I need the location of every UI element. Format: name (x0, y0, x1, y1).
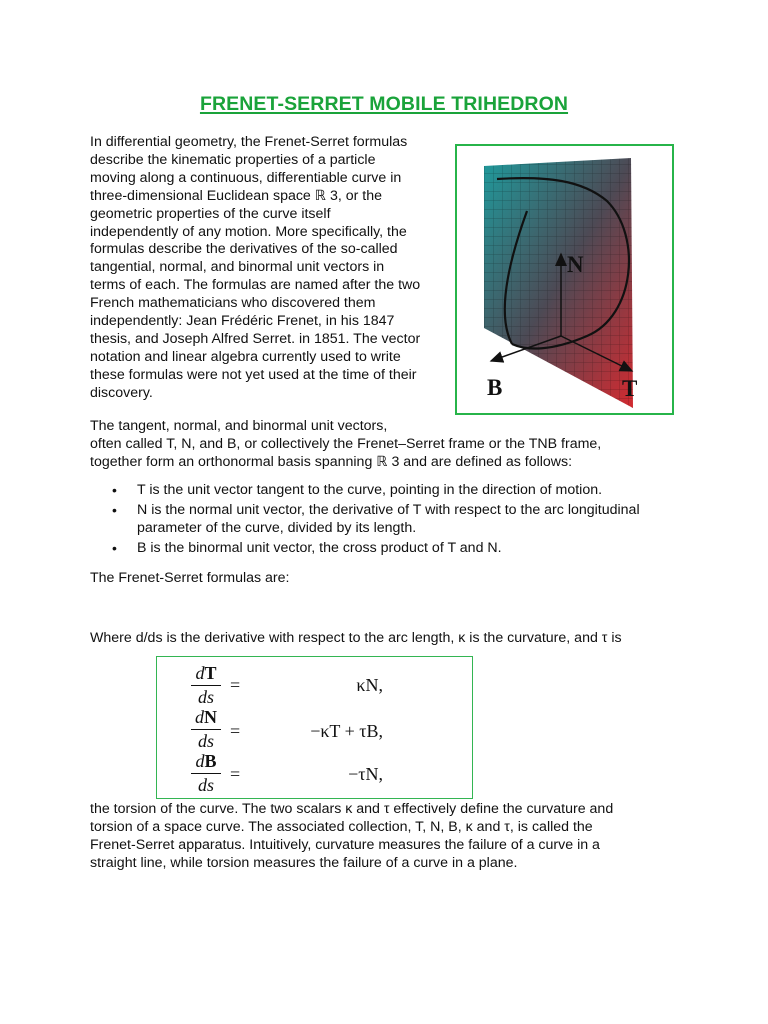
denominator: ds (197, 775, 214, 795)
intro-line: formulas describe the derivatives of the so-called (90, 241, 398, 258)
numerator-d: d (195, 663, 205, 683)
intro-line: discovery. (90, 384, 153, 401)
closing-line: Frenet-Serret apparatus. Intuitively, curvature measures the failure of a curve in a (90, 836, 600, 853)
page-title: FRENET-SERRET MOBILE TRIHEDRON (199, 93, 569, 115)
vectors-paragraph (90, 418, 690, 472)
normal-label: N (567, 252, 584, 277)
closing-line: torsion of a space curve. The associated collection, T, N, B, κ and τ, is called the (90, 818, 593, 835)
vectors-line: The tangent, normal, and binormal unit vectors, (90, 418, 388, 434)
intro-line: French mathematicians who discovered them (90, 295, 376, 312)
formula-box (156, 656, 473, 799)
intro-line: moving along a continuous, differentiable curve in (90, 169, 402, 186)
vectors-line: often called T, N, and B, or collectively the Frenet–Serret frame or the TNB frame, (90, 435, 602, 452)
equals-sign: = (230, 675, 241, 695)
closing-paragraph (90, 801, 690, 873)
list-item-text: • T is the unit vector tangent to the curve, pointing in the direction of motion. (137, 482, 603, 498)
intro-line: terms of each. The formulas are named after the two (90, 277, 421, 294)
tnb-frame-figure (455, 144, 674, 415)
denominator: ds (197, 731, 214, 751)
tnb-frame-illustration (457, 146, 672, 413)
equals-sign: = (230, 721, 241, 741)
numerator-vector: B (204, 751, 217, 771)
list-item-text: • N is the normal unit vector, the derivative of T with respect to the arc longitudinal (137, 501, 640, 518)
intro-line: these formulas were not yet used at the time of their (90, 366, 417, 383)
intro-line: independently of any motion. More specifically, the (90, 223, 407, 240)
closing-line: straight line, while torsion measures the failure of a curve in a plane. (90, 854, 518, 871)
where-text: Where d/ds is the derivative with respect to the arc length, κ is the curvature, and τ is (90, 630, 622, 646)
tangent-label: T (622, 376, 638, 401)
vectors-line: together form an orthonormal basis spanning ℝ 3 and are defined as follows: (90, 453, 573, 470)
intro-line: independently: Jean Frédéric Frenet, in his 1847 (90, 313, 395, 330)
formula-fraction (191, 751, 221, 796)
formulas-intro-text: The Frenet-Serret formulas are: (90, 570, 290, 586)
formula-rhs: κN, (356, 675, 383, 695)
numerator-vector: N (204, 707, 217, 727)
formula-fraction (191, 663, 221, 708)
intro-line: tangential, normal, and binormal unit vectors in (90, 259, 385, 276)
intro-line: three-dimensional Euclidean space ℝ 3, or the (90, 187, 383, 204)
intro-paragraph (90, 134, 450, 403)
numerator-vector: T (204, 663, 217, 683)
intro-line: In differential geometry, the Frenet-Serret formulas (90, 134, 408, 150)
list-item-text: • B is the binormal unit vector, the cross product of T and N. (137, 539, 502, 556)
formula-fraction (191, 707, 221, 752)
list-item (90, 502, 690, 538)
intro-line: thesis, and Joseph Alfred Serret. in 1851. The vector (90, 330, 421, 347)
definition-list (90, 482, 690, 560)
intro-line: notation and linear algebra currently used to write (90, 348, 401, 365)
formulas-intro (90, 570, 289, 588)
closing-line: the torsion of the curve. The two scalars κ and τ effectively define the curvature and (90, 801, 614, 817)
list-item (90, 482, 690, 500)
intro-line: describe the kinematic properties of a particle (90, 151, 376, 168)
denominator: ds (197, 687, 214, 707)
list-item-text: parameter of the curve, divided by its length. (137, 519, 417, 536)
formula-rhs: −κT + τB, (310, 721, 383, 741)
numerator-d: d (195, 707, 204, 727)
formula-rhs: −τN, (348, 764, 383, 784)
numerator-d: d (195, 751, 205, 771)
binormal-label: B (487, 375, 503, 400)
equals-sign: = (230, 764, 241, 784)
where-paragraph (90, 630, 622, 648)
list-item (90, 540, 690, 558)
intro-line: geometric properties of the curve itself (90, 205, 331, 222)
